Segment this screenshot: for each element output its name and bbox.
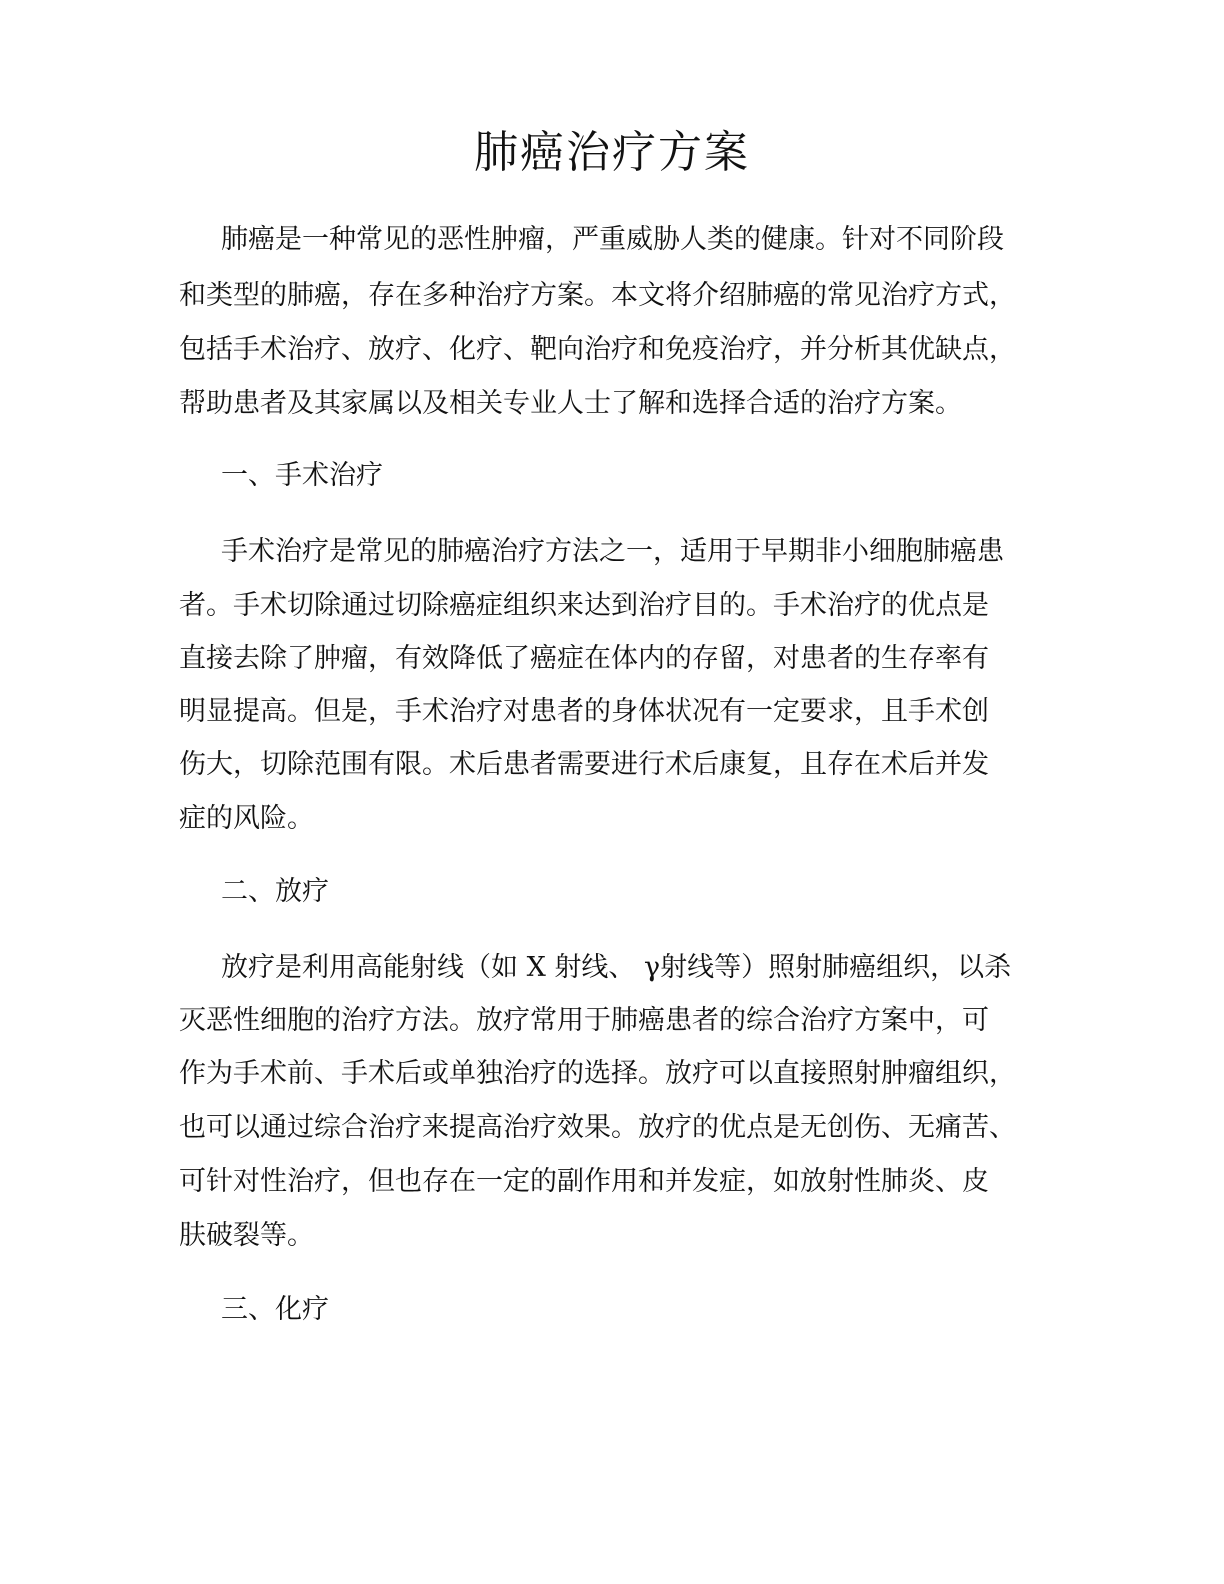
- section-heading-chemotherapy: 三、化疗: [221, 1294, 329, 1325]
- radiotherapy-line-4: 也可以通过综合治疗来提高治疗效果。放疗的优点是无创伤、无痛苦、: [179, 1112, 1016, 1143]
- surgery-line-4: 明显提高。但是，手术治疗对患者的身体状况有一定要求，且手术创: [179, 696, 989, 727]
- intro-line-3: 包括手术治疗、放疗、化疗、靶向治疗和免疫治疗，并分析其优缺点，: [179, 334, 1016, 365]
- radiotherapy-line-1: 放疗是利用高能射线（如 X 射线、 γ射线等）照射肺癌组织，以杀: [221, 952, 1012, 983]
- surgery-line-2: 者。手术切除通过切除癌症组织来达到治疗目的。手术治疗的优点是: [179, 590, 989, 621]
- section-heading-radiotherapy: 二、放疗: [221, 876, 329, 907]
- surgery-line-1: 手术治疗是常见的肺癌治疗方法之一，适用于早期非小细胞肺癌患: [221, 536, 1004, 567]
- surgery-line-5: 伤大，切除范围有限。术后患者需要进行术后康复，且存在术后并发: [179, 749, 989, 780]
- intro-line-2: 和类型的肺癌，存在多种治疗方案。本文将介绍肺癌的常见治疗方式，: [179, 280, 1016, 311]
- radiotherapy-line-3: 作为手术前、手术后或单独治疗的选择。放疗可以直接照射肿瘤组织，: [179, 1058, 1016, 1089]
- document-title: 肺癌治疗方案: [474, 127, 750, 178]
- radiotherapy-line-2: 灭恶性细胞的治疗方法。放疗常用于肺癌患者的综合治疗方案中，可: [179, 1005, 989, 1036]
- surgery-line-6: 症的风险。: [179, 803, 314, 834]
- radiotherapy-line-5: 可针对性治疗，但也存在一定的副作用和并发症，如放射性肺炎、皮: [179, 1166, 989, 1197]
- radiotherapy-line-6: 肤破裂等。: [179, 1220, 314, 1251]
- intro-line-4: 帮助患者及其家属以及相关专业人士了解和选择合适的治疗方案。: [179, 388, 962, 419]
- intro-line-1: 肺癌是一种常见的恶性肿瘤，严重威胁人类的健康。针对不同阶段: [221, 224, 1004, 255]
- section-heading-surgery: 一、手术治疗: [221, 460, 383, 491]
- surgery-line-3: 直接去除了肿瘤，有效降低了癌症在体内的存留，对患者的生存率有: [179, 643, 989, 674]
